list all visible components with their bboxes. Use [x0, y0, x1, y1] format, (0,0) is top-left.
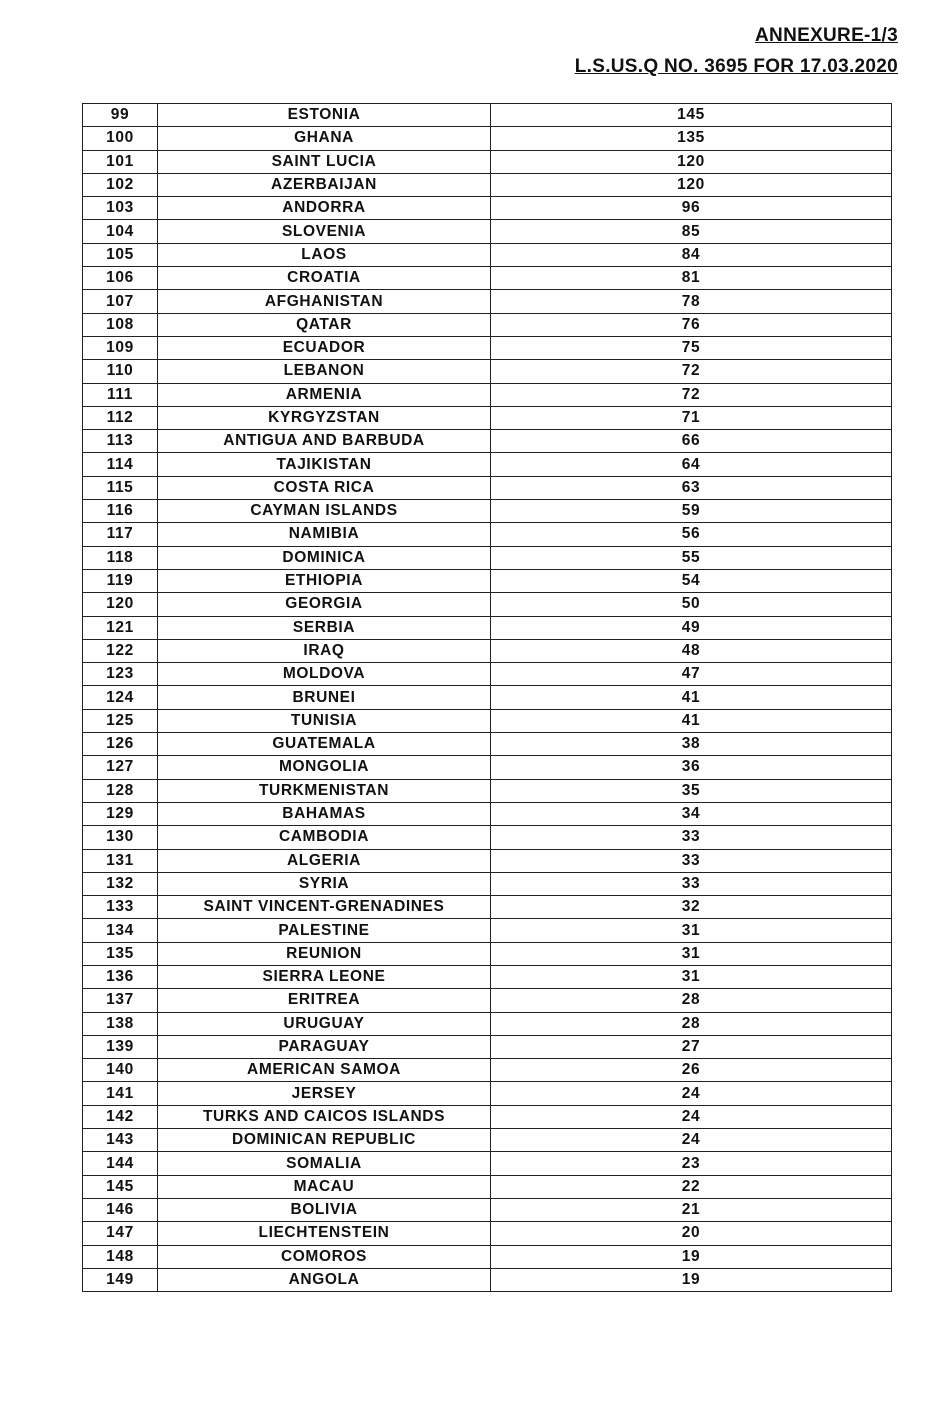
country-cell: TURKS AND CAICOS ISLANDS	[158, 1105, 491, 1128]
table-row	[83, 1012, 892, 1035]
value-cell	[491, 127, 892, 150]
value-text: 41	[681, 688, 701, 706]
table-row	[83, 1175, 892, 1198]
value-text: 120	[677, 176, 705, 194]
value-text: 64	[681, 455, 701, 473]
country-cell: MONGOLIA	[158, 756, 491, 779]
value-cell	[491, 1105, 892, 1128]
value-text: 28	[681, 991, 701, 1009]
serial-number-cell: 113	[83, 430, 158, 453]
country-cell: NAMIBIA	[158, 523, 491, 546]
table-row	[83, 965, 892, 988]
serial-number-cell: 145	[83, 1175, 158, 1198]
value-cell	[491, 616, 892, 639]
table-row	[83, 942, 892, 965]
value-text: 84	[681, 245, 701, 263]
value-cell	[491, 1152, 892, 1175]
value-text: 85	[681, 222, 701, 240]
serial-number-cell: 111	[83, 383, 158, 406]
table-row	[83, 336, 892, 359]
serial-number-cell: 120	[83, 593, 158, 616]
value-cell	[491, 593, 892, 616]
country-cell: SERBIA	[158, 616, 491, 639]
value-cell	[491, 802, 892, 825]
country-cell: ESTONIA	[158, 104, 491, 127]
serial-number-cell: 130	[83, 826, 158, 849]
country-cell: CAMBODIA	[158, 826, 491, 849]
serial-number-cell: 137	[83, 989, 158, 1012]
value-text: 135	[677, 129, 705, 147]
serial-number-cell: 129	[83, 802, 158, 825]
value-text: 47	[681, 665, 701, 683]
serial-number-cell: 126	[83, 733, 158, 756]
value-text: 72	[681, 385, 701, 403]
table-row	[83, 639, 892, 662]
country-cell: AMERICAN SAMOA	[158, 1059, 491, 1082]
table-row	[83, 500, 892, 523]
country-cell: BRUNEI	[158, 686, 491, 709]
table-row	[83, 802, 892, 825]
table-row	[83, 663, 892, 686]
value-cell	[491, 360, 892, 383]
table-row	[83, 383, 892, 406]
value-cell	[491, 1035, 892, 1058]
country-cell: AFGHANISTAN	[158, 290, 491, 313]
value-cell	[491, 383, 892, 406]
table-row	[83, 406, 892, 429]
country-cell: SIERRA LEONE	[158, 965, 491, 988]
value-text: 20	[681, 1224, 701, 1242]
value-cell	[491, 243, 892, 266]
value-cell	[491, 849, 892, 872]
country-cell: PALESTINE	[158, 919, 491, 942]
country-cell: ANGOLA	[158, 1268, 491, 1291]
serial-number-cell: 106	[83, 267, 158, 290]
value-cell	[491, 1059, 892, 1082]
table-row	[83, 733, 892, 756]
serial-number-cell: 125	[83, 709, 158, 732]
table-row	[83, 243, 892, 266]
value-cell	[491, 826, 892, 849]
serial-number-cell: 110	[83, 360, 158, 383]
country-cell: SAINT VINCENT-GRENADINES	[158, 896, 491, 919]
value-cell	[491, 709, 892, 732]
table-row	[83, 267, 892, 290]
serial-number-cell: 115	[83, 476, 158, 499]
value-cell	[491, 965, 892, 988]
serial-number-cell: 107	[83, 290, 158, 313]
country-cell: LIECHTENSTEIN	[158, 1222, 491, 1245]
table-row	[83, 896, 892, 919]
value-text: 19	[681, 1247, 701, 1265]
value-text: 50	[681, 595, 701, 613]
country-cell: MOLDOVA	[158, 663, 491, 686]
value-text: 72	[681, 362, 701, 380]
value-cell	[491, 1268, 892, 1291]
value-cell	[491, 150, 892, 173]
value-cell	[491, 1198, 892, 1221]
value-text: 24	[681, 1107, 701, 1125]
value-text: 26	[681, 1061, 701, 1079]
country-cell: JERSEY	[158, 1082, 491, 1105]
table-row	[83, 127, 892, 150]
serial-number-cell: 136	[83, 965, 158, 988]
value-text: 66	[681, 432, 701, 450]
value-text: 33	[681, 828, 701, 846]
country-cell: ERITREA	[158, 989, 491, 1012]
serial-number-cell: 112	[83, 406, 158, 429]
value-cell	[491, 313, 892, 336]
serial-number-cell: 121	[83, 616, 158, 639]
table-row	[83, 1082, 892, 1105]
country-cell: GUATEMALA	[158, 733, 491, 756]
table-row	[83, 173, 892, 196]
table-row	[83, 1268, 892, 1291]
value-cell	[491, 197, 892, 220]
country-cell: SOMALIA	[158, 1152, 491, 1175]
value-text: 63	[681, 478, 701, 496]
country-cell: KYRGYZSTAN	[158, 406, 491, 429]
table-row	[83, 826, 892, 849]
country-cell: COMOROS	[158, 1245, 491, 1268]
table-row	[83, 616, 892, 639]
table-row	[83, 104, 892, 127]
serial-number-cell: 139	[83, 1035, 158, 1058]
value-text: 48	[681, 641, 701, 659]
country-cell: ECUADOR	[158, 336, 491, 359]
serial-number-cell: 146	[83, 1198, 158, 1221]
value-text: 32	[681, 898, 701, 916]
table-row	[83, 709, 892, 732]
serial-number-cell: 135	[83, 942, 158, 965]
value-text: 21	[681, 1201, 701, 1219]
value-cell	[491, 104, 892, 127]
serial-number-cell: 127	[83, 756, 158, 779]
table-row	[83, 756, 892, 779]
value-cell	[491, 546, 892, 569]
table-row	[83, 1059, 892, 1082]
serial-number-cell: 122	[83, 639, 158, 662]
value-text: 23	[681, 1154, 701, 1172]
table-row	[83, 476, 892, 499]
country-cell: TURKMENISTAN	[158, 779, 491, 802]
value-text: 96	[681, 199, 701, 217]
value-cell	[491, 290, 892, 313]
value-cell	[491, 1222, 892, 1245]
value-text: 120	[677, 152, 705, 170]
table-row	[83, 1245, 892, 1268]
country-cell: DOMINICA	[158, 546, 491, 569]
table-row	[83, 686, 892, 709]
question-reference: L.S.US.Q NO. 3695 FOR 17.03.2020	[574, 56, 898, 77]
serial-number-cell: 128	[83, 779, 158, 802]
country-cell: ARMENIA	[158, 383, 491, 406]
value-cell	[491, 872, 892, 895]
value-text: 75	[681, 339, 701, 357]
value-cell	[491, 267, 892, 290]
value-cell	[491, 220, 892, 243]
country-cell: AZERBAIJAN	[158, 173, 491, 196]
serial-number-cell: 138	[83, 1012, 158, 1035]
serial-number-cell: 99	[83, 104, 158, 127]
serial-number-cell: 132	[83, 872, 158, 895]
table-row	[83, 290, 892, 313]
table-row	[83, 1198, 892, 1221]
serial-number-cell: 118	[83, 546, 158, 569]
serial-number-cell: 134	[83, 919, 158, 942]
serial-number-cell: 141	[83, 1082, 158, 1105]
value-text: 24	[681, 1131, 701, 1149]
serial-number-cell: 124	[83, 686, 158, 709]
value-cell	[491, 942, 892, 965]
table-row	[83, 546, 892, 569]
value-cell	[491, 406, 892, 429]
table-row	[83, 1222, 892, 1245]
table-row	[83, 360, 892, 383]
serial-number-cell: 149	[83, 1268, 158, 1291]
serial-number-cell: 108	[83, 313, 158, 336]
table-row	[83, 220, 892, 243]
table-row	[83, 593, 892, 616]
country-cell: BOLIVIA	[158, 1198, 491, 1221]
country-cell: LAOS	[158, 243, 491, 266]
value-cell	[491, 896, 892, 919]
value-text: 71	[681, 409, 701, 426]
country-cell: LEBANON	[158, 360, 491, 383]
serial-number-cell: 109	[83, 336, 158, 359]
serial-number-cell: 147	[83, 1222, 158, 1245]
value-text: 28	[681, 1014, 701, 1032]
country-cell: ALGERIA	[158, 849, 491, 872]
table-row	[83, 1129, 892, 1152]
value-cell	[491, 1012, 892, 1035]
value-cell	[491, 1082, 892, 1105]
table-body	[83, 104, 892, 1292]
value-cell	[491, 336, 892, 359]
value-text: 33	[681, 851, 701, 869]
table-row	[83, 453, 892, 476]
country-table	[82, 103, 892, 1292]
country-cell: SAINT LUCIA	[158, 150, 491, 173]
serial-number-cell: 104	[83, 220, 158, 243]
table-row	[83, 1152, 892, 1175]
value-text: 38	[681, 735, 701, 753]
country-cell: TUNISIA	[158, 709, 491, 732]
country-cell: MACAU	[158, 1175, 491, 1198]
value-text: 31	[681, 968, 701, 986]
country-cell: SLOVENIA	[158, 220, 491, 243]
country-cell: CROATIA	[158, 267, 491, 290]
value-cell	[491, 639, 892, 662]
serial-number-cell: 123	[83, 663, 158, 686]
serial-number-cell: 100	[83, 127, 158, 150]
table-row	[83, 919, 892, 942]
table-row	[83, 313, 892, 336]
country-cell: ANDORRA	[158, 197, 491, 220]
value-text: 31	[681, 921, 701, 939]
value-text: 55	[681, 548, 701, 566]
value-text: 27	[681, 1038, 701, 1056]
country-cell: PARAGUAY	[158, 1035, 491, 1058]
value-text: 34	[681, 805, 701, 823]
value-cell	[491, 686, 892, 709]
value-text: 81	[681, 269, 701, 287]
country-cell: BAHAMAS	[158, 802, 491, 825]
country-cell: CAYMAN ISLANDS	[158, 500, 491, 523]
value-cell	[491, 523, 892, 546]
serial-number-cell: 131	[83, 849, 158, 872]
value-cell	[491, 663, 892, 686]
country-cell: GHANA	[158, 127, 491, 150]
value-text: 54	[681, 572, 701, 590]
country-cell: URUGUAY	[158, 1012, 491, 1035]
country-cell: ETHIOPIA	[158, 569, 491, 592]
value-cell	[491, 1129, 892, 1152]
country-cell: ANTIGUA AND BARBUDA	[158, 430, 491, 453]
value-text: 33	[681, 874, 701, 892]
value-cell	[491, 476, 892, 499]
country-cell: GEORGIA	[158, 593, 491, 616]
table-row	[83, 197, 892, 220]
value-text: 56	[681, 525, 701, 543]
value-cell	[491, 989, 892, 1012]
annexure-title: ANNEXURE-1/3	[755, 25, 898, 46]
serial-number-cell: 103	[83, 197, 158, 220]
serial-number-cell: 105	[83, 243, 158, 266]
serial-number-cell: 101	[83, 150, 158, 173]
serial-number-cell: 114	[83, 453, 158, 476]
value-text: 24	[681, 1084, 701, 1102]
value-text: 35	[681, 781, 701, 799]
value-cell	[491, 779, 892, 802]
value-cell	[491, 569, 892, 592]
value-cell	[491, 1175, 892, 1198]
country-cell: QATAR	[158, 313, 491, 336]
value-text: 59	[681, 502, 701, 520]
country-cell: IRAQ	[158, 639, 491, 662]
serial-number-cell: 142	[83, 1105, 158, 1128]
value-text: 36	[681, 758, 701, 776]
table-row	[83, 989, 892, 1012]
value-text: 31	[681, 944, 701, 962]
table-row	[83, 872, 892, 895]
value-text: 19	[681, 1270, 701, 1288]
country-cell: DOMINICAN REPUBLIC	[158, 1129, 491, 1152]
value-cell	[491, 733, 892, 756]
serial-number-cell: 119	[83, 569, 158, 592]
value-cell	[491, 919, 892, 942]
country-cell: COSTA RICA	[158, 476, 491, 499]
table-row	[83, 523, 892, 546]
country-cell: REUNION	[158, 942, 491, 965]
serial-number-cell: 102	[83, 173, 158, 196]
serial-number-cell: 117	[83, 523, 158, 546]
value-text: 145	[677, 106, 705, 124]
table-row	[83, 150, 892, 173]
value-text: 22	[681, 1177, 701, 1195]
value-cell	[491, 500, 892, 523]
value-cell	[491, 756, 892, 779]
serial-number-cell: 133	[83, 896, 158, 919]
table-row	[83, 849, 892, 872]
table-row	[83, 779, 892, 802]
country-cell: TAJIKISTAN	[158, 453, 491, 476]
country-cell: SYRIA	[158, 872, 491, 895]
serial-number-cell: 143	[83, 1129, 158, 1152]
serial-number-cell: 148	[83, 1245, 158, 1268]
table-row	[83, 1105, 892, 1128]
value-text: 49	[681, 618, 701, 636]
table-row	[83, 430, 892, 453]
serial-number-cell: 140	[83, 1059, 158, 1082]
value-text: 41	[681, 711, 701, 729]
serial-number-cell: 116	[83, 500, 158, 523]
value-cell	[491, 173, 892, 196]
value-cell	[491, 430, 892, 453]
value-cell	[491, 1245, 892, 1268]
table-row	[83, 569, 892, 592]
table-row	[83, 1035, 892, 1058]
value-cell	[491, 453, 892, 476]
serial-number-cell: 144	[83, 1152, 158, 1175]
value-text: 76	[681, 315, 701, 333]
value-text: 78	[681, 292, 701, 310]
